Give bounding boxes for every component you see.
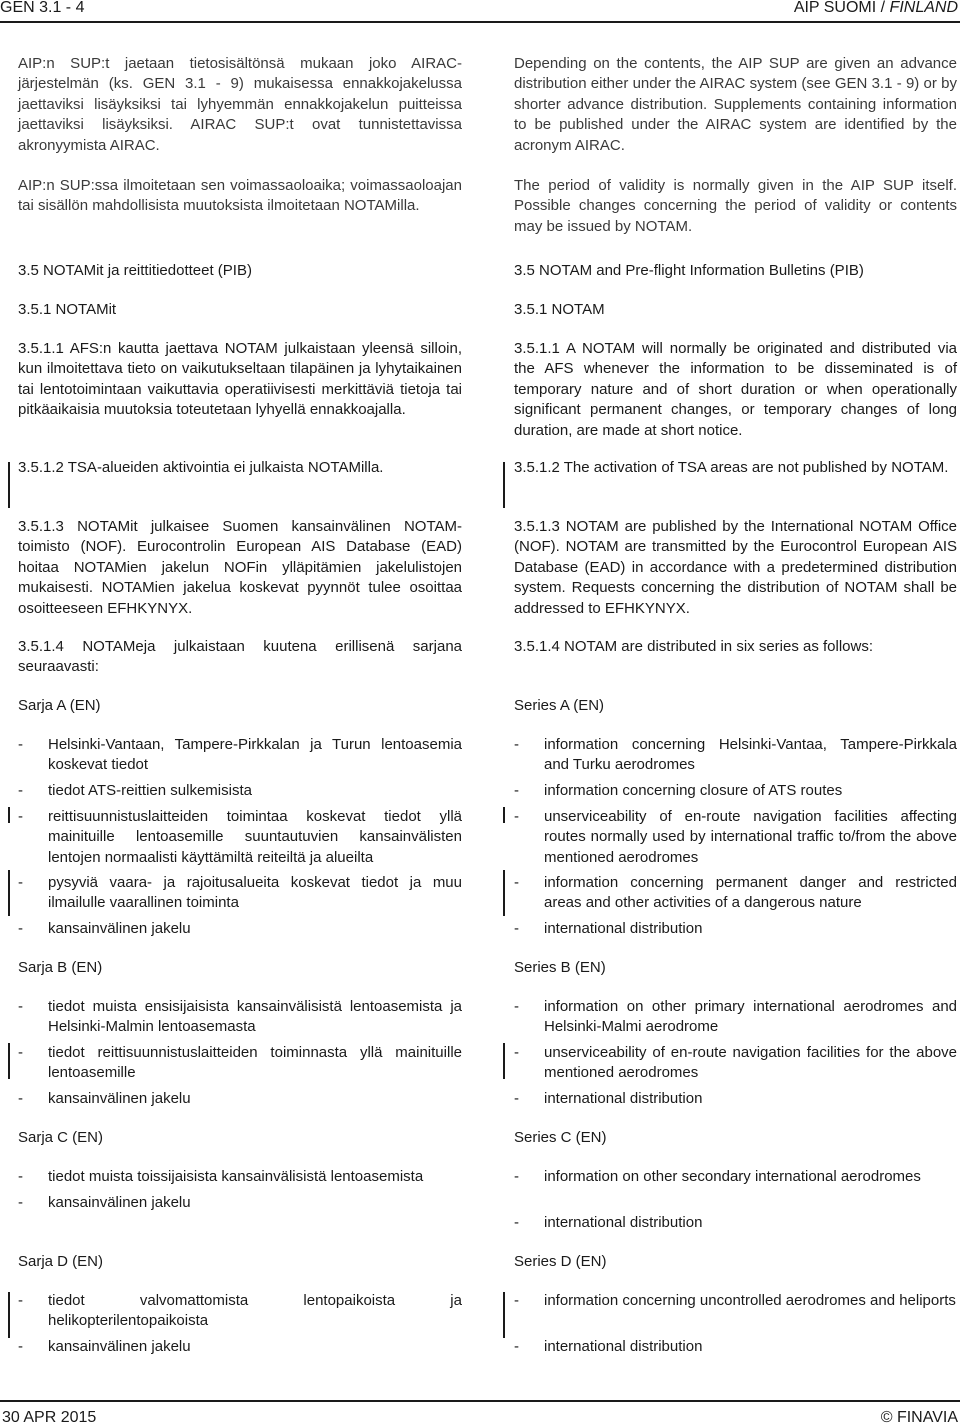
fi-series-b-item-text: kansainvälinen jakelu — [48, 1090, 191, 1107]
fi-series-a-item-text: pysyviä vaara- ja rajoitusalueita koskevat tiedot ja muu ilmailulle vaarallinen toiminta — [48, 874, 462, 912]
fi-series-c-item-text: kansainvälinen jakelu — [48, 1194, 191, 1211]
en-series-c-item-text: international distribution — [544, 1214, 703, 1231]
en-para-3-5-1-3: 3.5.1.3 NOTAM are published by the International NOTAM Office (NOF). NOTAM are transmitted by the Eurocontrol European AIS Database (EAD) in accordance with a predetermined distribution system. Requests concerning the distribution of NOTAM shall be addressed to EFHKYNYX. — [514, 518, 957, 617]
en-series-b-heading: Series B (EN) — [514, 959, 606, 976]
change-bar — [503, 807, 505, 823]
change-bar — [503, 870, 505, 916]
fi-section-3-5-1-heading: 3.5.1 NOTAMit — [18, 301, 117, 318]
fi-series-d-item-text: kansainvälinen jakelu — [48, 1338, 191, 1355]
en-series-d-item — [514, 1337, 957, 1357]
header-publication — [794, 0, 958, 18]
en-series-a-item-text: information concerning closure of ATS routes — [544, 782, 843, 799]
en-series-b-item — [514, 1043, 957, 1084]
list-dash: - — [514, 782, 519, 799]
list-dash: - — [18, 1194, 23, 1211]
list-dash: - — [514, 736, 519, 753]
en-series-b-item — [514, 1089, 957, 1109]
fi-series-a-item-text: tiedot ATS-reittien sulkemisista — [48, 782, 252, 799]
fi-sup-validity-paragraph: AIP:n SUP:ssa ilmoitetaan sen voimassaoloaika; voimassaoloajan tai sisällön mahdollisista muutoksista ilmoitetaan NOTAMilla. — [18, 177, 462, 215]
change-bar — [503, 462, 505, 508]
en-series-a-item-text: international distribution — [544, 920, 703, 937]
en-sup-validity-paragraph: The period of validity is normally given in the AIP SUP itself. Possible changes concerning the period of validity or contents may be issued by NOTAM. — [514, 177, 957, 235]
list-dash: - — [18, 1168, 23, 1185]
en-series-a-item-text: information concerning permanent danger and restricted areas and other activities of a dangerous nature — [544, 874, 957, 912]
en-series-d-heading: Series D (EN) — [514, 1253, 607, 1270]
en-series-a-item — [514, 735, 957, 776]
page-header — [0, 0, 960, 20]
list-dash: - — [514, 1044, 519, 1061]
header-rule — [0, 21, 960, 23]
en-series-b-item — [514, 997, 957, 1038]
en-para-3-5-1-2: 3.5.1.2 The activation of TSA areas are not published by NOTAM. — [514, 459, 949, 476]
fi-sup-distribution-paragraph: AIP:n SUP:t jaetaan tietosisältönsä mukaan joko AIRAC-järjestelmän (ks. GEN 3.1 - 9) mukaisessa ennakkojakelussa jaettaviksi lisäyksiksi tai lyhyemmän ennakkojakelun puitteissa jaettaviksi lisäyksiksi. AIRAC SUP:t ovat tunnistettavissa akronyymista AIRAC. — [18, 55, 462, 154]
fi-series-d-heading: Sarja D (EN) — [18, 1253, 104, 1270]
list-dash: - — [18, 808, 23, 825]
en-series-a-item-text: unserviceability of en-route navigation facilities affecting routes normally used by international traffic to/from the above mentioned aerodromes — [544, 808, 957, 866]
list-dash: - — [18, 736, 23, 753]
en-series-b-item-text: international distribution — [544, 1090, 703, 1107]
list-dash: - — [18, 1338, 23, 1355]
fi-series-b-item-text: tiedot reittisuunnistuslaitteiden toiminnasta yllä mainituille lentoasemille — [48, 1044, 462, 1082]
change-bar — [8, 870, 10, 916]
fi-series-a-heading: Sarja A (EN) — [18, 697, 101, 714]
footer-date: 30 APR 2015 — [2, 1409, 97, 1426]
en-series-d-item-text: information concerning uncontrolled aerodromes and heliports — [544, 1292, 956, 1309]
header-doc-ref: GEN 3.1 - 4 — [0, 0, 85, 16]
list-dash: - — [514, 998, 519, 1015]
list-dash: - — [18, 998, 23, 1015]
en-para-3-5-1-1: 3.5.1.1 A NOTAM will normally be originated and distributed via the AFS whenever the information to be disseminated is of temporary nature and of short duration or when operationally significant permanent changes, or temporary changes of long duration, are made at short notice. — [514, 340, 957, 439]
change-bar — [8, 1292, 10, 1338]
fi-section-3-5-heading: 3.5 NOTAMit ja reittitiedotteet (PIB) — [18, 262, 252, 279]
fi-series-c-item — [18, 1167, 462, 1187]
list-dash: - — [514, 874, 519, 891]
fi-series-d-item — [18, 1291, 462, 1332]
fi-series-d-item-text: tiedot valvomattomista lentopaikoista ja helikopterilentopaikoista — [48, 1292, 462, 1330]
page-footer — [0, 1400, 960, 1427]
fi-series-a-item-text: Helsinki-Vantaan, Tampere-Pirkkalan ja Turun lentoasemia koskevat tiedot — [48, 736, 462, 774]
en-series-c-item-text: information on other secondary international aerodromes — [544, 1168, 921, 1185]
en-series-a-item — [514, 873, 957, 914]
footer-publisher: © FINAVIA — [880, 1409, 958, 1426]
fi-series-c-item — [18, 1193, 462, 1213]
en-series-a-heading: Series A (EN) — [514, 697, 605, 714]
header-publication-main: AIP SUOMI / — [793, 0, 890, 16]
list-dash: - — [514, 1168, 519, 1185]
fi-para-3-5-1-2: 3.5.1.2 TSA-alueiden aktivointia ei julkaista NOTAMilla. — [18, 459, 384, 476]
en-series-d-item-text: international distribution — [544, 1338, 703, 1355]
fi-series-b-item-text: tiedot muista ensisijaisista kansainvälisistä lentoasemista ja Helsinki-Malmin lentoasemasta — [48, 998, 462, 1036]
list-dash: - — [514, 920, 519, 937]
fi-series-a-item — [18, 919, 462, 939]
en-series-b-item-text: information on other primary international aerodromes and Helsinki-Malmi aerodrome — [544, 998, 957, 1036]
list-dash: - — [18, 1044, 23, 1061]
list-dash: - — [514, 1090, 519, 1107]
en-series-d-item — [514, 1291, 957, 1311]
en-series-c-item — [514, 1167, 957, 1187]
en-series-a-item — [514, 919, 957, 939]
header-publication-country: FINLAND — [889, 0, 958, 16]
en-series-c-heading: Series C (EN) — [514, 1129, 607, 1146]
change-bar — [503, 1292, 505, 1338]
fi-para-3-5-1-1: 3.5.1.1 AFS:n kautta jaettava NOTAM julkaistaan yleensä silloin, kun ilmoitettava tieto on vaikutukseltaan tilapäinen ja lyhytaikainen tai lentotoimintaan vaikuttavia operatiivisesti merkittäviä tietoja tai pitkäaikaisia muutoksia toteutetaan lyhyellä ennakkoajalla. — [18, 340, 462, 419]
en-series-c-item — [514, 1213, 957, 1233]
en-sup-distribution-paragraph: Depending on the contents, the AIP SUP are given an advance distribution either under the AIRAC system (see GEN 3.1 - 9) or by shorter advance distribution. Supplements containing information to be published under the AIRAC system are identified by the acronym AIRAC. — [514, 55, 957, 154]
fi-para-3-5-1-4: 3.5.1.4 NOTAMeja julkaistaan kuutena erillisenä sarjana seuraavasti: — [18, 638, 462, 676]
change-bar — [8, 807, 10, 823]
fi-series-b-item — [18, 997, 462, 1038]
list-dash: - — [514, 1292, 519, 1309]
fi-series-a-item — [18, 735, 462, 776]
en-series-b-item-text: unserviceability of en-route navigation facilities for the above mentioned aerodromes — [544, 1044, 957, 1082]
en-section-3-5-1-heading: 3.5.1 NOTAM — [514, 301, 605, 318]
change-bar — [503, 1043, 505, 1079]
en-section-3-5-heading: 3.5 NOTAM and Pre-flight Information Bulletins (PIB) — [514, 262, 864, 279]
fi-series-a-item — [18, 807, 462, 868]
fi-series-b-item — [18, 1043, 462, 1084]
change-bar — [8, 1043, 10, 1079]
list-dash: - — [514, 1214, 519, 1231]
en-para-3-5-1-4: 3.5.1.4 NOTAM are distributed in six series as follows: — [514, 638, 874, 655]
list-dash: - — [18, 1292, 23, 1309]
fi-series-d-item — [18, 1337, 462, 1357]
fi-series-b-item — [18, 1089, 462, 1109]
en-series-a-item — [514, 807, 957, 868]
fi-series-c-heading: Sarja C (EN) — [18, 1129, 104, 1146]
footer-rule — [0, 1400, 960, 1402]
en-series-a-item — [514, 781, 957, 801]
list-dash: - — [514, 808, 519, 825]
list-dash: - — [18, 1090, 23, 1107]
list-dash: - — [18, 874, 23, 891]
fi-series-a-item-text: reittisuunnistuslaitteiden toimintaa koskevat tiedot yllä mainituille lentoasemille suuntautuvien kansainvälisten lentojen normaalisti käyttämiltä reiteiltä ja alueilta — [48, 808, 462, 866]
list-dash: - — [18, 782, 23, 799]
list-dash: - — [18, 920, 23, 937]
list-dash: - — [514, 1338, 519, 1355]
fi-series-b-heading: Sarja B (EN) — [18, 959, 103, 976]
fi-series-a-item — [18, 873, 462, 914]
change-bar — [8, 462, 10, 508]
fi-series-a-item-text: kansainvälinen jakelu — [48, 920, 191, 937]
fi-para-3-5-1-3: 3.5.1.3 NOTAMit julkaisee Suomen kansainvälinen NOTAM-toimisto (NOF). Eurocontrolin European AIS Database (EAD) hoitaa NOTAMien jakelun NOFin ylläpitämien jakelulistojen mukaisesti. NOTAMien jakelua koskevat pyynnöt tulee osoittaa osoitteeseen EFHKYNYX. — [18, 518, 462, 617]
fi-series-a-item — [18, 781, 462, 801]
fi-series-c-item-text: tiedot muista toissijaisista kansainvälisistä lentoasemista — [48, 1168, 424, 1185]
en-series-a-item-text: information concerning Helsinki-Vantaa, Tampere-Pirkkala and Turku aerodromes — [544, 736, 957, 774]
